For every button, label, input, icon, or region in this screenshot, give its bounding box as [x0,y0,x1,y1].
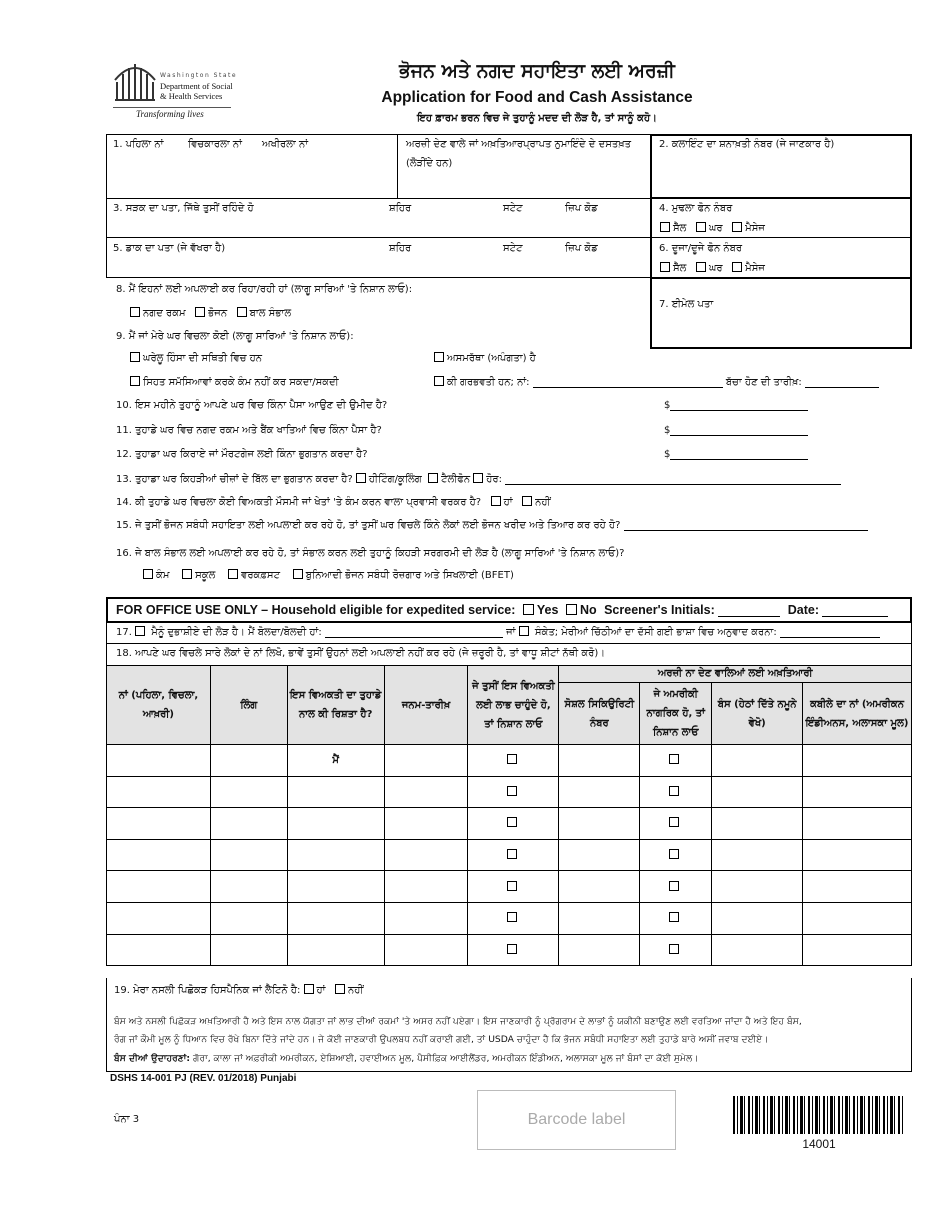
office-use-box [106,597,912,623]
label-interpreter: ਮੈਨੂੰ ਦੁਭਾਸ਼ੀਏ ਦੀ ਲੋੜ ਹੈ। ਮੈਂ ਬੋਲਦਾ/ਬੋਲਦੀ ਹਾਂ: [151,627,322,638]
dshs-logo [113,60,238,124]
checkbox-disability[interactable] [434,352,444,362]
label-translate: ਸੰਕੇਤ; ਮੇਰੀਆਂ ਚਿੱਠੀਆਂ ਦਾ ਦੱਸੀ ਗਈ ਭਾਸ਼ਾ ਵਿਚ ਅਨੁਵਾਦ ਕਰਨਾ: [534,627,777,638]
checkbox-pregnant[interactable] [434,376,444,386]
label-middle-name: ਵਿਚਕਾਰਲਾ ਨਾਂ [188,139,242,150]
label-signature: ਅਰਜ਼ੀ ਦੇਣ ਵਾਲੇ ਜਾਂ ਅਖ਼ਤਿਆਰਪ੍ਰਾਪਤ ਨੁਮਾਇੰਦੇ ਦੇ ਦਸਤਖ਼ਤ [406,139,632,150]
checkbox-benefit[interactable] [507,817,517,827]
dshs-logo-icon [113,60,157,102]
label-other: ਹੋਰ: [486,474,502,485]
table-cell[interactable] [287,934,384,966]
col-header-name: ਨਾਂ (ਪਹਿਲਾ, ਵਿਚਲਾ, ਆਖ਼ਰੀ) [107,666,211,745]
table-cell[interactable] [803,808,912,840]
label-question-14: 14. ਕੀ ਤੁਹਾਡੇ ਘਰ ਵਿਚਲਾ ਕੋਈ ਵਿਅਕਤੀ ਮੌਸਮੀ ਜਾਂ ਖੇਤਾਂ 'ਤੇ ਕੰਮ ਕਰਨ ਵਾਲਾ ਪ੍ਰਵਾਸੀ ਵਰਕਰ ਹੈ? [116,497,482,508]
barcode-icon [733,1096,905,1134]
footer-paragraph-1: ਬੰਸ ਅਤੇ ਨਸਲੀ ਪਿਛੋਕੜ ਅਖ਼ਤਿਆਰੀ ਹੈ ਅਤੇ ਇਸ ਨਾਲ ਯੋਗਤਾ ਜਾਂ ਲਾਭ ਦੀਆਂ ਰਕਮਾਂ 'ਤੇ ਅਸਰ ਨਹੀਂ ਪਏਗਾ। ਇਸ ਜਾਣਕਾਰੀ ਨੂੰ ਪ੍ਰੋਗਰਾਮ ਦੇ ਲਾਭਾਂ ਨੂੰ ਯਕੀਨੀ ਬਣਾਉਣ ਲਈ ਵਰਤਿਆ ਜਾਂਦਾ ਹੈ ਅਤੇ ਇਹ ਬੰਸ, [114,1016,802,1027]
checkbox-sign[interactable] [519,626,529,636]
checkbox-citizen[interactable] [669,849,679,859]
checkbox-cell-2[interactable] [660,262,670,272]
checkbox-home-2[interactable] [696,262,706,272]
checkbox-message-2[interactable] [732,262,742,272]
question-10: 10. ਇਸ ਮਹੀਨੇ ਤੁਹਾਨੂੰ ਆਪਣੇ ਘਰ ਵਿਚ ਕਿੰਨਾ ਪੈਸਾ ਆਉਣ ਦੀ ਉਮੀਦ ਹੈ? [116,400,388,411]
household-table [106,665,912,966]
table-cell[interactable] [384,776,468,808]
label-child-care: ਬਾਲ ਸੰਭਾਲ [249,308,292,319]
question-9: 9. ਮੈਂ ਜਾਂ ਮੇਰੇ ਘਰ ਵਿਚਲਾ ਕੋਈ (ਲਾਗੂ ਸਾਰਿਆਂ 'ਤੇ ਨਿਸ਼ਾਨ ਲਾਓ): [116,331,354,342]
table-cell[interactable] [559,745,640,777]
label-phone-other: 6. ਦੂਜਾ/ਦੂਜੇ ਫੋਨ ਨੰਬਰ [659,243,743,254]
label-screener: Screener's Initials: [604,603,715,617]
checkbox-telephone[interactable] [428,473,438,483]
table-cell[interactable] [559,839,640,871]
answer-11 [664,425,808,436]
label-home-2: ਘਰ [708,263,723,274]
label-phone-primary: 4. ਮੁਢਲਾ ਫੋਨ ਨੰਬਰ [659,203,733,214]
table-cell[interactable] [803,776,912,808]
checkbox-benefit[interactable] [507,786,517,796]
table-row [107,776,912,808]
label-last-name: ਅਖੀਰਲਾ ਨਾਂ [262,139,309,150]
table-cell[interactable] [384,839,468,871]
question-13 [116,473,841,485]
label-health: ਸਿਹਤ ਸਮੱਸਿਆਵਾਂ ਕਰਕੇ ਕੰਮ ਨਹੀਂ ਕਰ ਸਕਦਾ/ਸਕਦੀ [143,377,339,388]
answer-10 [664,400,808,411]
col-header-relationship: ਇਸ ਵਿਅਕਤੀ ਦਾ ਤੁਹਾਡੇ ਨਾਲ ਕੀ ਰਿਸ਼ਤਾ ਹੈ? [287,666,384,745]
table-cell[interactable] [559,776,640,808]
table-cell[interactable] [384,745,468,777]
translate-line[interactable] [780,627,880,638]
label-email: 7. ਈਮੇਲ ਪਤਾ [659,299,714,310]
amount-line-11[interactable] [670,425,808,436]
checkbox-home-1[interactable] [696,222,706,232]
checkbox-citizen[interactable] [669,817,679,827]
phone-primary-options [660,222,765,234]
question-8: 8. ਮੈਂ ਇਹਨਾਂ ਲਈ ਅਪਲਾਈ ਕਰ ਰਿਹਾ/ਰਹੀ ਹਾਂ (ਲਾਗੂ ਸਾਰਿਆਂ 'ਤੇ ਨਿਸ਼ਾਨ ਲਾਓ): [116,284,413,295]
col-header-citizen: ਜੇ ਅਮਰੀਕੀ ਨਾਗਰਿਕ ਹੋ, ਤਾਂ ਨਿਸ਼ਾਨ ਲਾਓ [640,683,712,745]
page-number: ਪੰਨਾ 3 [114,1114,140,1125]
agency-tagline: Transforming lives [136,109,204,119]
checkbox-domestic-violence[interactable] [130,352,140,362]
label-bfet: ਬੁਨਿਆਦੀ ਭੋਜਨ ਸਬੰਧੀ ਰੋਜ਼ਗਾਰ ਅਤੇ ਸਿਖਲਾਈ (BFET) [305,570,514,581]
table-cell[interactable] [468,745,559,777]
checkbox-health[interactable] [130,376,140,386]
checkbox-food[interactable] [195,307,205,317]
table-cell[interactable] [640,776,712,808]
table-cell[interactable] [107,902,211,934]
amount-line-12[interactable] [670,449,808,460]
table-cell[interactable] [384,902,468,934]
table-cell[interactable] [712,745,803,777]
table-cell[interactable] [468,839,559,871]
label-office-no: No [579,603,597,617]
label-question-15: 15. ਜੇ ਤੁਸੀਂ ਭੋਜਨ ਸਬੰਧੀ ਸਹਾਇਤਾ ਲਈ ਅਪਲਾਈ ਕਰ ਰਹੇ ਹੋ, ਤਾਂ ਤੁਸੀਂ ਘਰ ਵਿਚਲੇ ਕਿੰਨੇ ਲੋਕਾਂ ਲਈ ਭੋਜਨ ਖਰੀਦ ਅਤੇ ਤਿਆਰ ਕਰ ਰਹੇ ਹੋ? [116,520,621,531]
label-mailing: 5. ਡਾਕ ਦਾ ਪਤਾ (ਜੇ ਵੱਖਰਾ ਹੈ) [113,243,226,254]
label-hispanic-yes: ਹਾਂ [316,985,326,996]
table-cell[interactable] [803,745,912,777]
table-cell[interactable] [107,808,211,840]
agency-state: Washington State [160,72,238,79]
checkbox-child-care[interactable] [237,307,247,317]
table-cell[interactable] [712,871,803,903]
answer-12 [664,449,808,460]
table-cell[interactable] [712,902,803,934]
screener-line[interactable] [718,605,780,617]
table-cell[interactable] [210,934,287,966]
pregnant-name-line[interactable] [533,377,723,388]
table-cell[interactable] [210,745,287,777]
question-17 [116,626,880,638]
col-header-sex: ਲਿੰਗ [210,666,287,745]
col-header-race: ਬੰਸ (ਹੇਠਾਂ ਦਿੱਤੇ ਨਮੂਨੇ ਵੇਖੋ) [712,683,803,745]
checkbox-citizen[interactable] [669,944,679,954]
checkbox-citizen[interactable] [669,754,679,764]
label-zip-2: ਜ਼ਿਪ ਕੋਡ [565,243,598,254]
label-office-yes: Yes [536,603,559,617]
checkbox-interpreter[interactable] [135,626,145,636]
other-line[interactable] [505,474,841,485]
checkbox-heating[interactable] [356,473,366,483]
checkbox-bfet[interactable] [293,569,303,579]
question-16-options [143,569,514,581]
table-cell[interactable] [468,776,559,808]
label-school: ਸਕੂਲ [195,570,216,581]
option-health [130,376,339,388]
table-cell[interactable] [107,871,211,903]
table-row [107,808,912,840]
label-domestic-violence: ਘਰੇਲੂ ਹਿੰਸਾ ਦੀ ਸਥਿਤੀ ਵਿਚ ਹਨ [143,353,263,364]
checkbox-workfirst[interactable] [228,569,238,579]
label-cash: ਨਗਦ ਰਕਮ [143,308,186,319]
table-cell[interactable] [803,871,912,903]
household-table-body [107,745,912,966]
label-state-2: ਸਟੇਟ [503,243,523,254]
label-home-1: ਘਰ [708,223,723,234]
phone-other-options [660,262,765,274]
option-domestic-violence [130,352,262,364]
label-question-13: 13. ਤੁਹਾਡਾ ਘਰ ਕਿਹੜੀਆਂ ਚੀਜ਼ਾਂ ਦੇ ਬਿੱਲ ਦਾ ਭੁਗਤਾਨ ਕਰਦਾ ਹੈ? [116,474,353,485]
agency-dept-2: & Health Services [160,91,223,101]
office-use-text: FOR OFFICE USE ONLY – Household eligible for expedited service: [116,603,516,617]
checkbox-office-yes[interactable] [523,604,534,615]
table-cell[interactable] [107,934,211,966]
table-cell[interactable] [287,902,384,934]
checkbox-citizen[interactable] [669,881,679,891]
checkbox-citizen[interactable] [669,912,679,922]
label-signature-required: (ਲੋੜੀਂਦੇ ਹਨ) [406,158,453,169]
col-header-dob: ਜਨਮ-ਤਾਰੀਖ਼ [384,666,468,745]
table-cell[interactable] [107,839,211,871]
label-pregnant: ਕੀ ਗਰਭਵਤੀ ਹਨ; ਨਾਂ: [447,377,530,388]
table-cell[interactable] [384,808,468,840]
label-cell-2: ਸੈੱਲ [673,263,687,274]
checkbox-other[interactable] [473,473,483,483]
label-message-1: ਮੈਸੇਜ [745,223,765,234]
checkbox-cell-1[interactable] [660,222,670,232]
table-cell[interactable] [384,871,468,903]
checkbox-benefit[interactable] [507,849,517,859]
table-cell[interactable] [803,902,912,934]
question-12: 12. ਤੁਹਾਡਾ ਘਰ ਕਿਰਾਏ ਜਾਂ ਮੌਰਟਗੇਜ ਲਈ ਕਿੰਨਾ ਭੁਗਤਾਨ ਕਰਦਾ ਹੈ? [116,449,368,460]
barcode-number: 14001 [802,1137,836,1151]
checkbox-benefit[interactable] [507,944,517,954]
table-cell[interactable] [640,839,712,871]
table-cell[interactable] [287,839,384,871]
table-row [107,871,912,903]
table-row [107,745,912,777]
table-cell[interactable] [468,934,559,966]
amount-line-10[interactable] [670,400,808,411]
table-cell[interactable] [559,934,640,966]
table-cell[interactable] [712,839,803,871]
form-id: DSHS 14-001 PJ (REV. 01/2018) Punjabi [110,1073,297,1084]
checkbox-citizen[interactable] [669,786,679,796]
label-work: ਕੰਮ [156,570,170,581]
title-punjabi: ਭੋਜਨ ਅਤੇ ਨਗਦ ਸਹਾਇਤਾ ਲਈ ਅਰਜ਼ੀ [399,60,675,82]
dollar-11: $ [664,425,671,436]
label-zip-1: ਜ਼ਿਪ ਕੋਡ [565,203,598,214]
table-cell[interactable] [107,745,211,777]
table-cell[interactable] [712,808,803,840]
table-cell[interactable] [640,871,712,903]
label-telephone: ਟੈਲੀਫੋਨ [441,474,471,485]
table-cell[interactable] [712,776,803,808]
title-help: ਇਹ ਫ਼ਾਰਮ ਭਰਨ ਵਿਚ ਜੇ ਤੁਹਾਨੂੰ ਮਦਦ ਦੀ ਲੋੜ ਹੈ, ਤਾਂ ਸਾਨੂੰ ਕਹੋ। [417,113,657,124]
question-16: 16. ਜੇ ਬਾਲ ਸੰਭਾਲ ਲਈ ਅਪਲਾਈ ਕਰ ਰਹੇ ਹੋ, ਤਾਂ ਸੰਭਾਲ ਕਰਨ ਲਈ ਤੁਹਾਨੂੰ ਕਿਹੜੀ ਸਰਗਰਮੀ ਦੀ ਲੋੜ ਹੈ (ਲਾਗੂ ਸਾਰਿਆਂ 'ਤੇ ਨਿਸ਼ਾਨ ਲਾਓ)? [116,548,625,559]
col-header-tribe: ਕਬੀਲੇ ਦਾ ਨਾਂ (ਅਮਰੀਕਨ ਇੰਡੀਅਨਸ, ਅਲਾਸਕਾ ਮੂਲ) [803,683,912,745]
table-cell[interactable] [287,776,384,808]
option-pregnant [434,376,879,388]
question-15 [116,520,868,531]
table-cell[interactable] [803,934,912,966]
question-8-options [130,307,291,319]
label-client-id: 2. ਕਲਾਇੰਟ ਦਾ ਸ਼ਨਾਖ਼ਤੀ ਨੰਬਰ (ਜੇ ਜਾਣਕਾਰ ਹੈ) [659,139,835,150]
col-header-ssn: ਸੋਸ਼ਲ ਸਿਕਿਉਰਿਟੀ ਨੰਬਰ [559,683,640,745]
checkbox-message-1[interactable] [732,222,742,232]
checkbox-cash[interactable] [130,307,140,317]
household-count-line[interactable] [624,520,868,531]
table-cell[interactable] [468,808,559,840]
label-due-date: ਬੱਚਾ ਹੋਣ ਦੀ ਤਾਰੀਖ਼: [725,377,802,388]
label-or: ਜਾਂ [506,627,516,638]
table-cell[interactable] [640,808,712,840]
logo-rule [113,107,231,108]
table-cell[interactable] [640,745,712,777]
col-header-optional: ਅਰਜ਼ੀ ਨਾ ਦੇਣ ਵਾਲਿਆਂ ਲਈ ਅਖ਼ਤਿਆਰੀ [559,666,912,683]
table-cell[interactable] [287,871,384,903]
table-cell[interactable] [559,808,640,840]
label-workfirst: ਵਰਕਫ਼ਸਟ [241,570,281,581]
label-city-1: ਸ਼ਹਿਰ [389,203,412,214]
table-cell[interactable] [210,808,287,840]
table-cell[interactable] [287,745,384,777]
field-email-box[interactable] [650,277,912,349]
option-disability [434,352,536,364]
footer-examples [114,1053,699,1064]
table-cell[interactable] [107,776,211,808]
self-marker: ਮੈਂ [332,754,339,766]
label-migrant-no: ਨਹੀਂ [535,497,551,508]
table-cell[interactable] [210,902,287,934]
table-cell[interactable] [210,871,287,903]
checkbox-office-no[interactable] [566,604,577,615]
checkbox-work[interactable] [143,569,153,579]
checkbox-benefit[interactable] [507,881,517,891]
checkbox-migrant-yes[interactable] [491,496,501,506]
label-heating: ਹੀਟਿੰਗ/ਕੂਲਿੰਗ [368,474,422,485]
label-disability: ਅਸਮਰੱਥਾ (ਅਪੰਗਤਾ) ਹੈ [447,353,536,364]
table-row [107,902,912,934]
table-row [107,934,912,966]
table-cell[interactable] [559,902,640,934]
table-cell[interactable] [712,934,803,966]
label-migrant-yes: ਹਾਂ [503,497,513,508]
footer-paragraph-2: ਰੰਗ ਜਾਂ ਕੌਮੀ ਮੂਲ ਨੂੰ ਧਿਆਨ ਵਿਚ ਰੱਖੇ ਬਿਨਾ ਦਿੱਤੇ ਜਾਂਦੇ ਹਨ। ਜੇ ਕੋਈ ਜਾਣਕਾਰੀ ਉਪਲਬਧ ਨਹੀਂ ਕਰਾਈ ਗਈ, ਤਾਂ USDA ਚਾਹੁੰਦਾ ਹੈ ਕਿ ਭੋਜਨ ਸਬੰਧੀ ਸਹਾਇਤਾ ਲਈ ਤੁਹਾਡੇ ਬਾਰੇ ਅਸੀਂ ਜਵਾਬ ਦਈਏ। [114,1034,769,1045]
table-cell[interactable] [468,902,559,934]
table-cell[interactable] [210,839,287,871]
table-cell[interactable] [384,934,468,966]
barcode-label-box [477,1090,676,1150]
checkbox-school[interactable] [182,569,192,579]
office-date-line[interactable] [822,605,888,617]
label-question-19: 19. ਮੇਰਾ ਨਸਲੀ ਪਿਛੋਕੜ ਹਿਸਪੈਨਿਕ ਜਾਂ ਲੈਟਿਨੋ ਹੈ: [114,985,301,996]
label-street: 3. ਸੜਕ ਦਾ ਪਤਾ, ਜਿੱਥੇ ਤੁਸੀਂ ਰਹਿੰਦੇ ਹੋ [113,203,254,214]
table-cell[interactable] [640,934,712,966]
question-11: 11. ਤੁਹਾਡੇ ਘਰ ਵਿਚ ਨਗਦ ਰਕਮ ਅਤੇ ਬੈਂਕ ਖਾਤਿਆਂ ਵਿਚ ਕਿੰਨਾ ਪੈਸਾ ਹੈ? [116,425,382,436]
col-header-benefit: ਜੇ ਤੁਸੀਂ ਇਸ ਵਿਅਕਤੀ ਲਈ ਲਾਭ ਚਾਹੁੰਦੇ ਹੋ, ਤਾਂ ਨਿਸ਼ਾਨ ਲਾਓ [468,666,559,745]
label-office-date: Date: [787,603,819,617]
label-food: ਭੋਜਨ [208,308,228,319]
dollar-12: $ [664,449,671,460]
label-state-1: ਸਟੇਟ [503,203,523,214]
question-18: 18. ਆਪਣੇ ਘਰ ਵਿਚਲੇ ਸਾਰੇ ਲੋਕਾਂ ਦੇ ਨਾਂ ਲਿਖੋ, ਭਾਵੇਂ ਤੁਸੀਂ ਉਹਨਾਂ ਲਈ ਅਪਲਾਈ ਨਹੀਂ ਕਰ ਰਹੇ (ਜੇ ਜ਼ਰੂਰੀ ਹੈ, ਤਾਂ ਵਾਧੂ ਸ਼ੀਟਾਂ ਨੱਥੀ ਕਰੋ)। [116,648,606,659]
table-cell[interactable] [468,871,559,903]
question-14 [116,496,551,508]
label-cell-1: ਸੈੱਲ [673,223,687,234]
label-examples: ਬੰਸ ਦੀਆਂ ਉਦਾਹਰਣਾਂ: [114,1053,191,1064]
label-hispanic-no: ਨਹੀਂ [348,985,364,996]
label-17-number: 17. [116,627,132,638]
checkbox-benefit[interactable] [507,912,517,922]
dollar-10: $ [664,400,671,411]
table-cell[interactable] [287,808,384,840]
agency-dept-1: Department of Social [160,81,233,91]
examples-text: ਗੋਰਾ, ਕਾਲਾ ਜਾਂ ਅਫ਼ਰੀਕੀ ਅਮਰੀਕਨ, ਏਸ਼ਿਆਈ, ਹਵਾਈਅਨ ਮੂਲ, ਪੈਸੀਫ਼ਿਕ ਆਈਲੈਂਡਰ, ਅਮਰੀਕਨ ਇੰਡੀਅਨ, ਅਲਾਸਕਾ ਮੂਲ ਜਾਂ ਬੰਸਾਂ ਦਾ ਕੋਈ ਸੁਮੇਲ। [193,1053,699,1064]
label-first-name: 1. ਪਹਿਲਾ ਨਾਂ [113,139,164,150]
barcode-label-text: Barcode label [527,1111,626,1128]
table-cell[interactable] [559,871,640,903]
label-city-2: ਸ਼ਹਿਰ [389,243,412,254]
table-cell[interactable] [640,902,712,934]
language-line[interactable] [325,627,503,638]
table-cell[interactable] [210,776,287,808]
checkbox-migrant-no[interactable] [522,496,532,506]
title-english: Application for Food and Cash Assistance [381,89,693,106]
table-row [107,839,912,871]
due-date-line[interactable] [805,377,879,388]
table-cell[interactable] [803,839,912,871]
label-message-2: ਮੈਸੇਜ [745,263,765,274]
checkbox-benefit[interactable] [507,754,517,764]
